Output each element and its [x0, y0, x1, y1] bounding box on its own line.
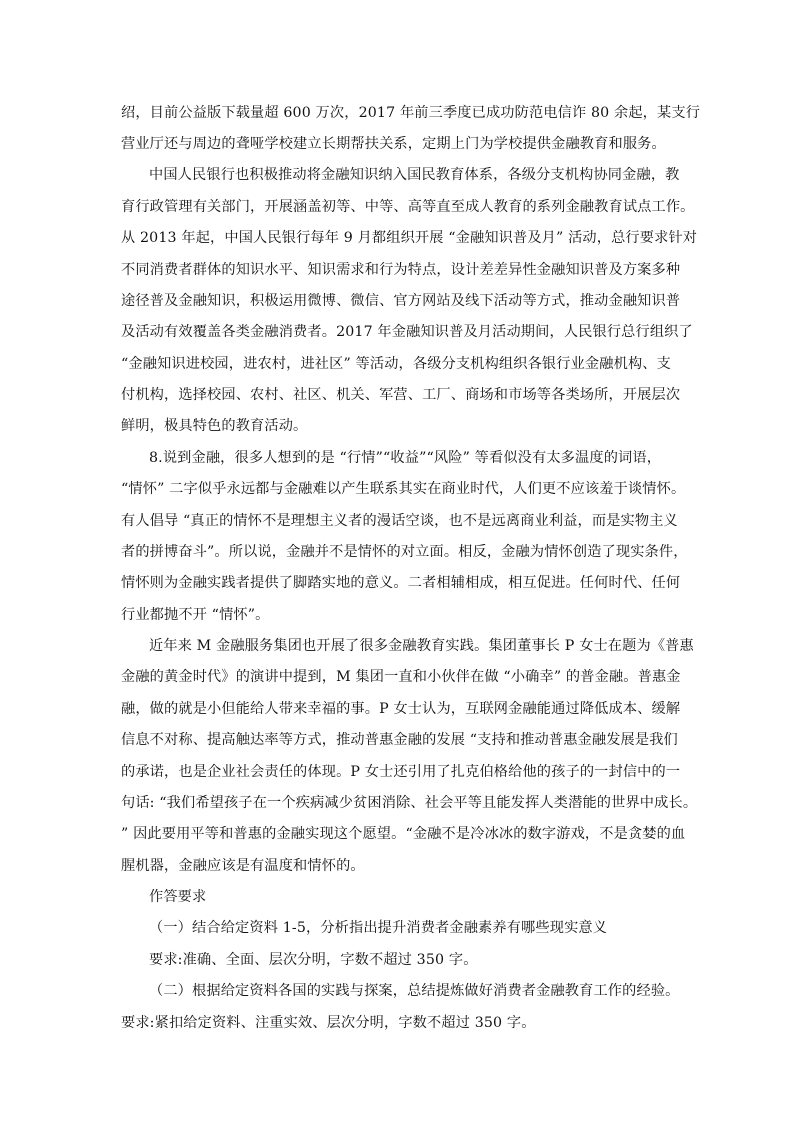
text-line: 途径普及金融知识，积极运用微博、微信、官方网站及线下活动等方式，推动金融知识普: [121, 293, 681, 309]
text-line: “金融知识进校园，进农村，进社区” 等活动，各级分支机构组织各银行业金融机构、支: [121, 356, 671, 372]
text-line: 有人倡导 “真正的情怀不是理想主义者的漫话空谈，也不是远离商业利益，而是实物主义: [121, 513, 678, 529]
text-line: 从 2013 年起，中国人民银行每年 9 月都组织开展 “金融知识普及月” 活动，总行要求针对: [121, 230, 698, 246]
text-line: “情怀” 二字似乎永远都与金融难以产生联系其实在商业时代，人们更不应该羞于谈情怀。: [121, 481, 686, 497]
text-line: 育行政管理有关部门，开展涵盖初等、中等、高等直至成人教育的系列金融教育试点工作。: [121, 199, 695, 215]
text-line: 腥机器，金融应该是有温度和情怀的。: [121, 858, 365, 874]
text-line: ” 因此要用平等和普惠的金融实现这个愿望。“金融不是冷冰冰的数字游戏，不是贪婪的血: [121, 826, 686, 842]
question-line: （二）根据给定资料各国的实践与探案，总结提炼做好消费者金融教育工作的经验。: [149, 983, 680, 999]
text-line: 句话: “我们希望孩子在一个疾病减少贫困消除、社会平等且能发挥人类潜能的世界中成长。: [121, 795, 698, 811]
text-line: 融，做的就是小但能给人带来幸福的事。P 女士认为，互联网金融能通过降低成本、缓解: [121, 701, 681, 717]
text-line: 绍，目前公益版下载量超 600 万次，2017 年前三季度已成功防范电信诈 80 余起，某支行: [121, 105, 701, 121]
section-heading: 作答要求: [149, 889, 207, 905]
text-line: 的承诺，也是企业社会责任的体现。P 女士还引用了扎克伯格给他的孩子的一封信中的一: [121, 764, 681, 780]
text-line: 营业厅还与周边的聋哑学校建立长期帮扶关系，定期上门为学校提供金融教育和服务。: [121, 136, 666, 152]
requirement-line: 要求:紧扣给定资料、注重实效、层次分明，字数不超过 350 字。: [121, 1015, 536, 1031]
text-line: 鲜明，极具特色的教育活动。: [121, 418, 308, 434]
text-line: 中国人民银行也积极推动将金融知识纳入国民教育体系，各级分支机构协同金融，教: [149, 167, 680, 183]
text-line: 及活动有效覆盖各类金融消费者。2017 年金融知识普及月活动期间，人民银行总行组织了: [121, 324, 693, 340]
text-line: 付机构，选择校园、农村、社区、机关、军营、工厂、商场和市场等各类场所，开展层次: [121, 387, 681, 403]
text-line: 者的拼博奋斗”。所以说，金融并不是情怀的对立面。相反，金融为情怀创造了现实条件，: [121, 544, 688, 560]
text-line: 8.说到金融，很多人想到的是 “行情”“收益”“风险” 等看似没有太多温度的词语，: [149, 450, 662, 466]
text-line: 不同消费者群体的知识水平、知识需求和行为特点，设计差差异性金融知识普及方案多种: [121, 262, 681, 278]
text-line: 行业都抛不开 “情怀”。: [121, 607, 270, 623]
text-line: 信息不对称、提高触达率等方式，推动普惠金融的发展 “支持和推动普惠金融发展是我们: [121, 732, 678, 748]
text-line: 金融的黄金时代》的演讲中提到，M 集团一直和小伙伴在做 “小确幸” 的普金融。普惠金: [121, 669, 681, 685]
question-line: （一）结合给定资料 1-5，分析指出提升消费者金融素养有哪些现实意义: [149, 920, 608, 936]
text-line: 近年来 M 金融服务集团也开展了很多金融教育实践。集团董事长 P 女士在题为《普惠: [149, 638, 694, 654]
text-line: 情怀则为金融实践者提供了脚踏实地的意义。二者相辅相成，相互促进。任何时代、任何: [121, 575, 681, 591]
requirement-line: 要求:准确、全面、层次分明，字数不超过 350 字。: [149, 952, 478, 968]
